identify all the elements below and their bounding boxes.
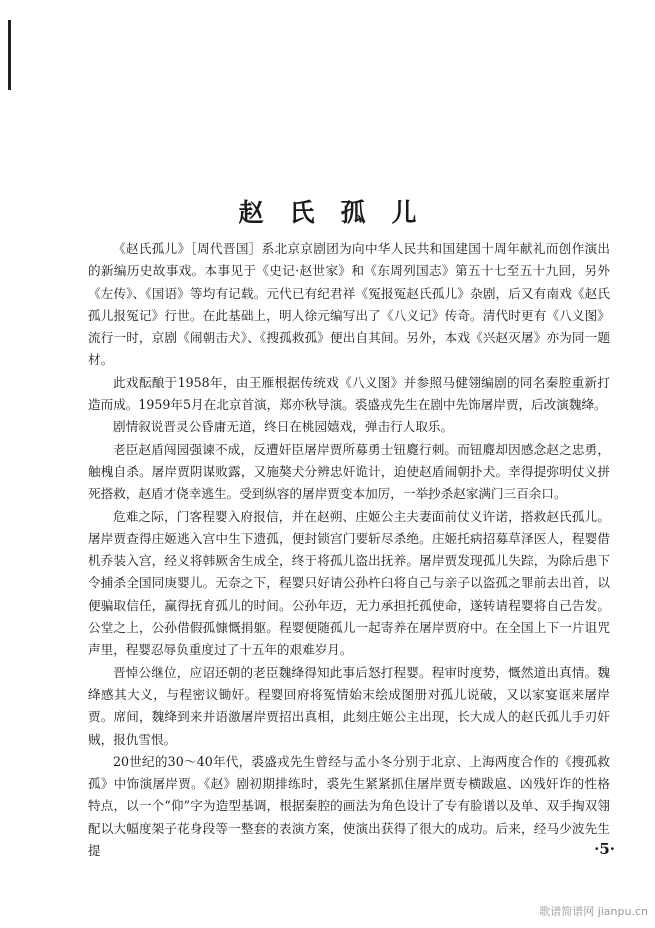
paragraph-6: 晋悼公继位，应诏还朝的老臣魏绛得知此事后怒打程婴。程审时度势，慨然道出真情。魏绛感其大义，与程密议锄奸。程婴回府将冤情始末绘成图册对孤儿说破，又以家宴诓来屠岸贾。席间，魏绛到来并语激屠岸贾招出真相，此刻庄姬公主出现，长大成人的赵氏孤儿手刃奸贼，报仇雪恨。 — [88, 664, 610, 747]
article-title: 赵氏孤儿 — [238, 197, 443, 227]
paragraph-7: 20世纪的30～40年代，裘盛戎先生曾经与孟小冬分别于北京、上海两度合作的《搜孤救孤》中饰演屠岸贾。《赵》剧初期排练时，裘先生紧紧抓住屠岸贾专横跋扈、凶残奸诈的性格特点，以一个“仰”字为造型基调，根据秦腔的画法为角色设计了专有脸谱以及单、双手掏双翎配以大幅度架子花身段等一整套的表演方案，使演出获得了很大的成功。后来，经马少波先生提 — [88, 753, 610, 859]
paragraph-3: 剧情叙说晋灵公昏庸无道，终日在桃园嬉戏，弹击行人取乐。 — [113, 419, 454, 435]
paragraph-2: 此戏酝酿于1958年，由王雁根据传统戏《八义图》并参照马健翎编剧的同名秦腔重新打造而成。1959年5月在北京首演，郑亦秋导演。裘盛戎先生在剧中先饰屠岸贾，后改演魏绛。 — [88, 374, 610, 413]
paragraph-4: 老臣赵盾闯园强谏不成，反遭奸臣屠岸贾所募勇士钮麑行刺。而钮麑却因感念赵之忠勇，触槐自杀。屠岸贾阴谋败露，又施獒犬分辨忠奸诡计，迫使赵盾闹朝扑犬。幸得提弥明仗义拼死搭救，赵盾才侥幸逃生。受到纵容的屠岸贾变本加厉，一举抄杀赵家满门三百余口。 — [88, 441, 610, 502]
site-watermark: 歌谱简谱网 jianpu.cn — [539, 905, 648, 918]
paragraph-1: 《赵氏孤儿》［周代晋国］系北京京剧团为向中华人民共和国建国十周年献礼而创作演出的新编历史故事戏。本事见于《史记·赵世家》和《东周列国志》第五十七至五十九回，另外《左传》、《国语》等均有记载。元代已有纪君祥《冤报冤赵氏孤儿》杂剧，后又有南戏《赵氏孤儿报冤记》行世。在此基础上，明人徐元编写出了《八义记》传奇。清代时更有《八义图》流行一时，京剧《闹朝击犬》、《搜孤救孤》便出自其间。另外，本戏《兴赵灭屠》亦为同一题材。 — [88, 241, 610, 368]
page-edge-bar — [8, 20, 11, 90]
page-number: ·5· — [594, 840, 615, 858]
paragraph-5: 危难之际，门客程婴入府报信，并在赵朔、庄姬公主夫妻面前仗义许诺，搭救赵氏孤儿。屠岸贾查得庄姬逃入宫中生下遗孤，便封锁宫门要斩尽杀绝。庄姬托病招募草泽医人，程婴借机乔装入宫，经义将韩厥舍生成全，终于将孤儿盗出抚养。屠岸贾发现孤儿失踪，为除后患下令捕杀全国同庚婴儿。无奈之下，程婴只好请公孙杵臼将自己与亲子以盗孤之罪前去出首，以便骗取信任，赢得抚育孤儿的时间。公孙年迈，无力承担托孤使命，遂转请程婴将自己告发。公堂之上，公孙借假孤慷慨捐躯。程婴便随孤儿一起寄养在屠岸贾府中。在全国上下一片诅咒声里，程婴忍辱负重度过了十五年的艰难岁月。 — [88, 508, 610, 658]
article-body — [88, 238, 610, 862]
